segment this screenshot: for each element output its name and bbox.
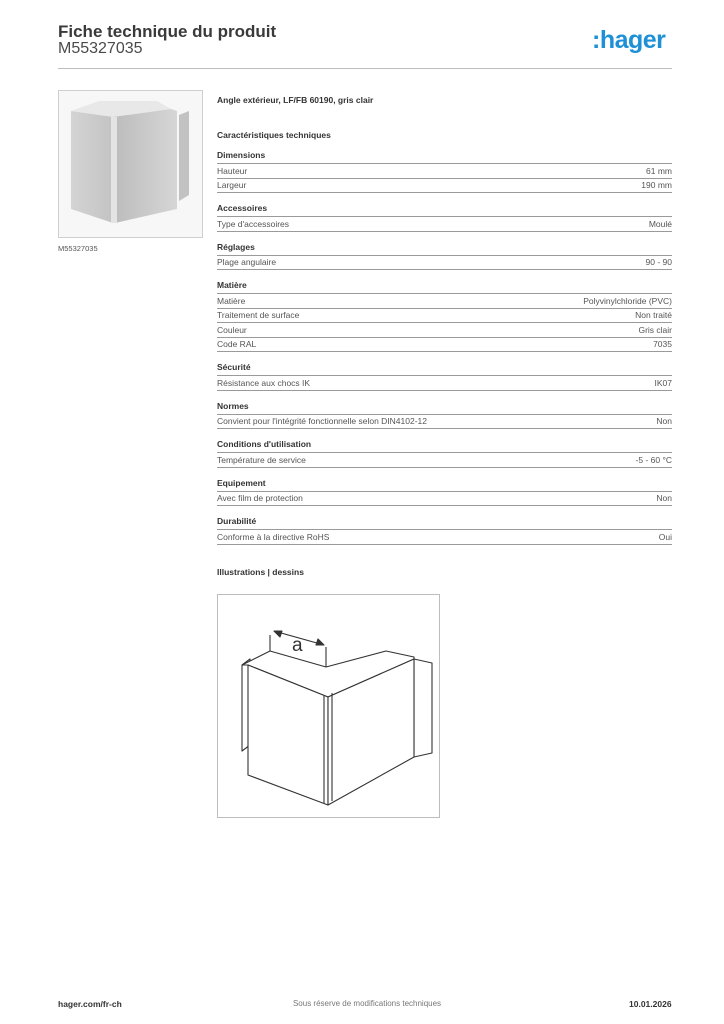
section-title: Réglages xyxy=(217,242,672,256)
spec-row xyxy=(217,492,672,507)
dimension-label: a xyxy=(292,635,303,656)
spec-label: Température de service xyxy=(217,454,306,465)
footer-website: hager.com/fr-ch xyxy=(58,999,122,1009)
spec-row xyxy=(217,179,672,194)
hager-logo: :hager xyxy=(592,26,666,54)
spec-label: Convient pour l'intégrité fonctionnelle selon DIN4102-12 xyxy=(217,416,428,427)
spec-value: 61 mm xyxy=(646,165,672,176)
section-title: Accessoires xyxy=(217,203,672,217)
section-title: Dimensions xyxy=(217,150,672,164)
product-reference: M55327035 xyxy=(58,40,143,57)
section-durabilite xyxy=(217,516,672,545)
section-title: Sécurité xyxy=(217,362,672,376)
spec-value: Moulé xyxy=(648,218,672,229)
spec-row xyxy=(217,217,672,232)
spec-row xyxy=(217,338,672,353)
spec-value: -5 - 60 °C xyxy=(635,454,672,465)
spec-row xyxy=(217,415,672,430)
spec-label: Couleur xyxy=(217,324,247,335)
spec-value: Non traité xyxy=(635,310,672,321)
section-title: Conditions d'utilisation xyxy=(217,439,672,453)
section-matiere xyxy=(217,280,672,352)
spec-value: 7035 xyxy=(653,339,672,350)
spec-row xyxy=(217,309,672,324)
section-title: Durabilité xyxy=(217,516,672,530)
section-accessoires xyxy=(217,203,672,232)
spec-value: 90 - 90 xyxy=(645,257,672,268)
illustrations-heading: Illustrations | dessins xyxy=(217,566,304,577)
spec-content xyxy=(217,95,672,577)
spec-row xyxy=(217,530,672,545)
spec-label: Résistance aux chocs IK xyxy=(217,377,311,388)
section-normes xyxy=(217,401,672,430)
spec-row xyxy=(217,376,672,391)
spec-value: Polyvinylchloride (PVC) xyxy=(583,295,672,306)
spec-heading: Caractéristiques techniques xyxy=(217,130,331,140)
thumbnail-caption: M55327035 xyxy=(58,244,98,253)
spec-row xyxy=(217,323,672,338)
spec-label: Code RAL xyxy=(217,339,257,350)
spec-row xyxy=(217,294,672,309)
section-conditions xyxy=(217,439,672,468)
spec-row xyxy=(217,164,672,179)
spec-label: Matière xyxy=(217,295,246,306)
section-equipement xyxy=(217,478,672,507)
section-title: Equipement xyxy=(217,478,672,492)
spec-value: Non xyxy=(656,416,672,427)
spec-label: Largeur xyxy=(217,180,247,191)
spec-label: Conforme à la directive RoHS xyxy=(217,531,330,542)
spec-row xyxy=(217,256,672,271)
spec-label: Avec film de protection xyxy=(217,493,303,504)
spec-value: Non xyxy=(656,493,672,504)
spec-label: Traitement de surface xyxy=(217,310,300,321)
footer-disclaimer: Sous réserve de modifications techniques xyxy=(292,999,442,1008)
product-name: Angle extérieur, LF/FB 60190, gris clair xyxy=(217,95,374,105)
section-reglages xyxy=(217,242,672,271)
section-title: Matière xyxy=(217,280,672,294)
section-dimensions xyxy=(217,150,672,193)
spec-value: Gris clair xyxy=(638,324,672,335)
page-title: Fiche technique du produit xyxy=(58,22,277,41)
spec-label: Plage angulaire xyxy=(217,257,277,268)
section-title: Normes xyxy=(217,401,672,415)
spec-label: Hauteur xyxy=(217,165,248,176)
spec-value: Oui xyxy=(658,531,672,542)
spec-value: 190 mm xyxy=(641,180,672,191)
spec-label: Type d'accessoires xyxy=(217,218,290,229)
technical-drawing xyxy=(217,594,440,818)
header-divider xyxy=(58,68,672,69)
section-securite xyxy=(217,362,672,391)
spec-value: IK07 xyxy=(654,377,672,388)
technical-drawing-icon xyxy=(218,595,439,817)
spec-row xyxy=(217,453,672,468)
footer-date: 10.01.2026 xyxy=(629,999,672,1009)
product-photo xyxy=(58,90,203,238)
product-photo-icon xyxy=(59,91,202,237)
